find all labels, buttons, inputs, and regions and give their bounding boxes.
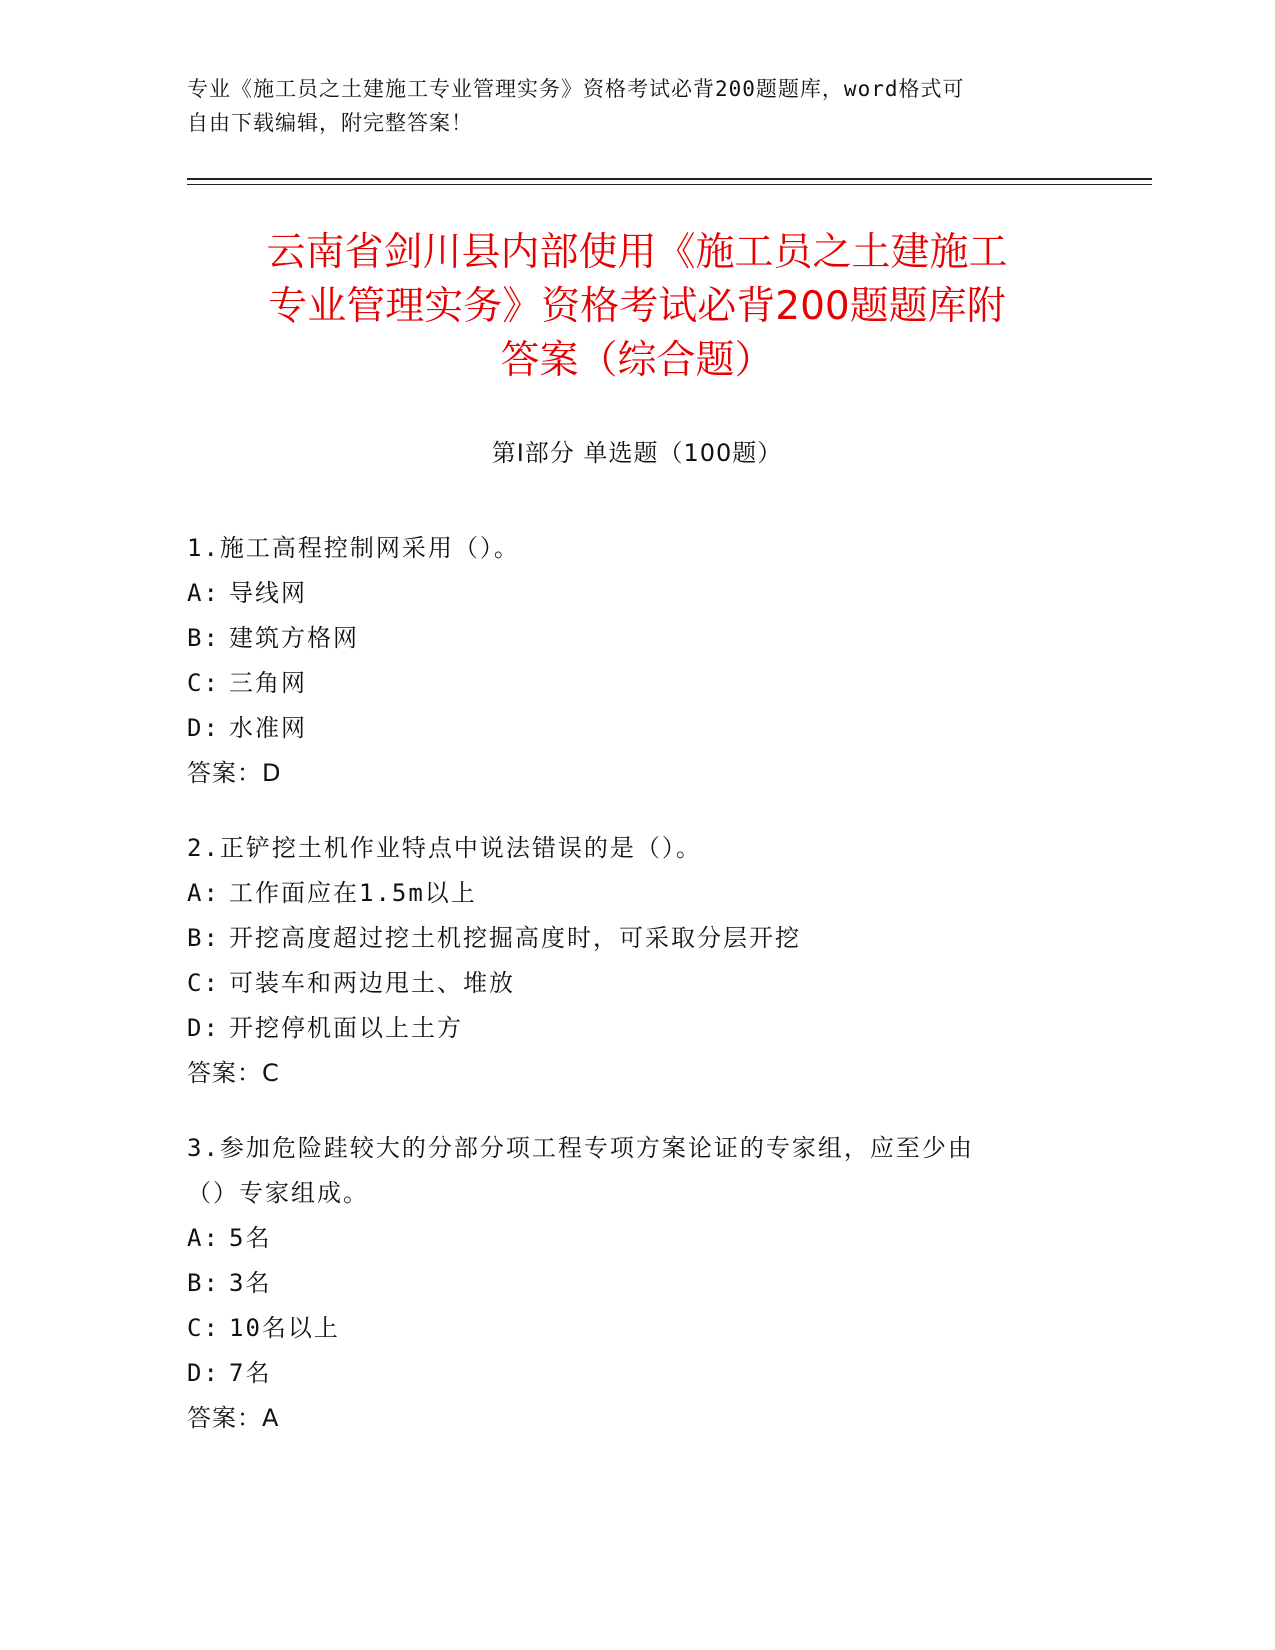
option-text: 工作面应在1.5m以上 [229,879,477,907]
question-stem-line: 3.参加危险跬较大的分部分项工程专项方案论证的专家组，应至少由 [187,1134,974,1162]
option-text: 建筑方格网 [229,624,359,652]
answer: 答案：C [187,1059,280,1087]
option-text: 导线网 [229,579,307,607]
option-text: 5名 [229,1224,272,1252]
option-c [187,961,1067,1006]
title-line: 云南省剑川县内部使用《施工员之土建施工 [266,230,1008,275]
question-stem [187,826,1067,871]
option-text: 三角网 [229,669,307,697]
option-d [187,1006,1067,1051]
option-text: 10名以上 [229,1314,340,1342]
option-key: B: [187,1269,220,1297]
header-divider [187,178,1152,180]
header-note-line: 专业《施工员之土建施工专业管理实务》资格考试必背200题题库，word格式可 [187,77,965,101]
option-key: A: [187,1224,220,1252]
header-note [187,72,1077,140]
answer: 答案：D [187,759,282,787]
option-key: C: [187,969,220,997]
question-item [187,826,1067,1096]
header-note-line: 自由下载编辑，附完整答案！ [187,111,473,135]
option-b [187,616,1067,661]
option-text: 水准网 [229,714,307,742]
title-line: 专业管理实务》资格考试必背200题题库附 [268,284,1006,329]
option-key: A: [187,879,220,907]
option-a [187,571,1067,616]
option-text: 3名 [229,1269,272,1297]
document-title [187,226,1087,388]
option-b [187,916,1067,961]
option-text: 开挖高度超过挖土机挖掘高度时，可采取分层开挖 [229,924,801,952]
option-key: D: [187,1359,220,1387]
option-key: D: [187,714,220,742]
option-key: B: [187,924,220,952]
title-line: 答案（综合题） [500,338,774,383]
option-b [187,1261,1067,1306]
option-d [187,706,1067,751]
option-d [187,1351,1067,1396]
option-text: 可装车和两边甩土、堆放 [229,969,515,997]
option-key: C: [187,669,220,697]
option-c [187,661,1067,706]
question-stem-line: （）专家组成。 [187,1179,369,1207]
question-stem-line: 1.施工高程控制网采用（）。 [187,534,520,562]
question-item [187,526,1067,796]
option-a [187,1216,1067,1261]
option-a [187,871,1067,916]
question-list [187,526,1067,1471]
question-stem [187,526,1067,571]
question-item [187,1126,1067,1441]
option-key: D: [187,1014,220,1042]
option-text: 开挖停机面以上土方 [229,1014,463,1042]
option-text: 7名 [229,1359,272,1387]
answer: 答案：A [187,1404,280,1432]
section-heading: 第Ⅰ部分 单选题（100题） [491,439,783,467]
option-c [187,1306,1067,1351]
header-divider-thin [187,184,1152,185]
question-stem [187,1126,1067,1216]
option-key: C: [187,1314,220,1342]
question-stem-line: 2.正铲挖土机作业特点中说法错误的是（）。 [187,834,702,862]
option-key: B: [187,624,220,652]
option-key: A: [187,579,220,607]
